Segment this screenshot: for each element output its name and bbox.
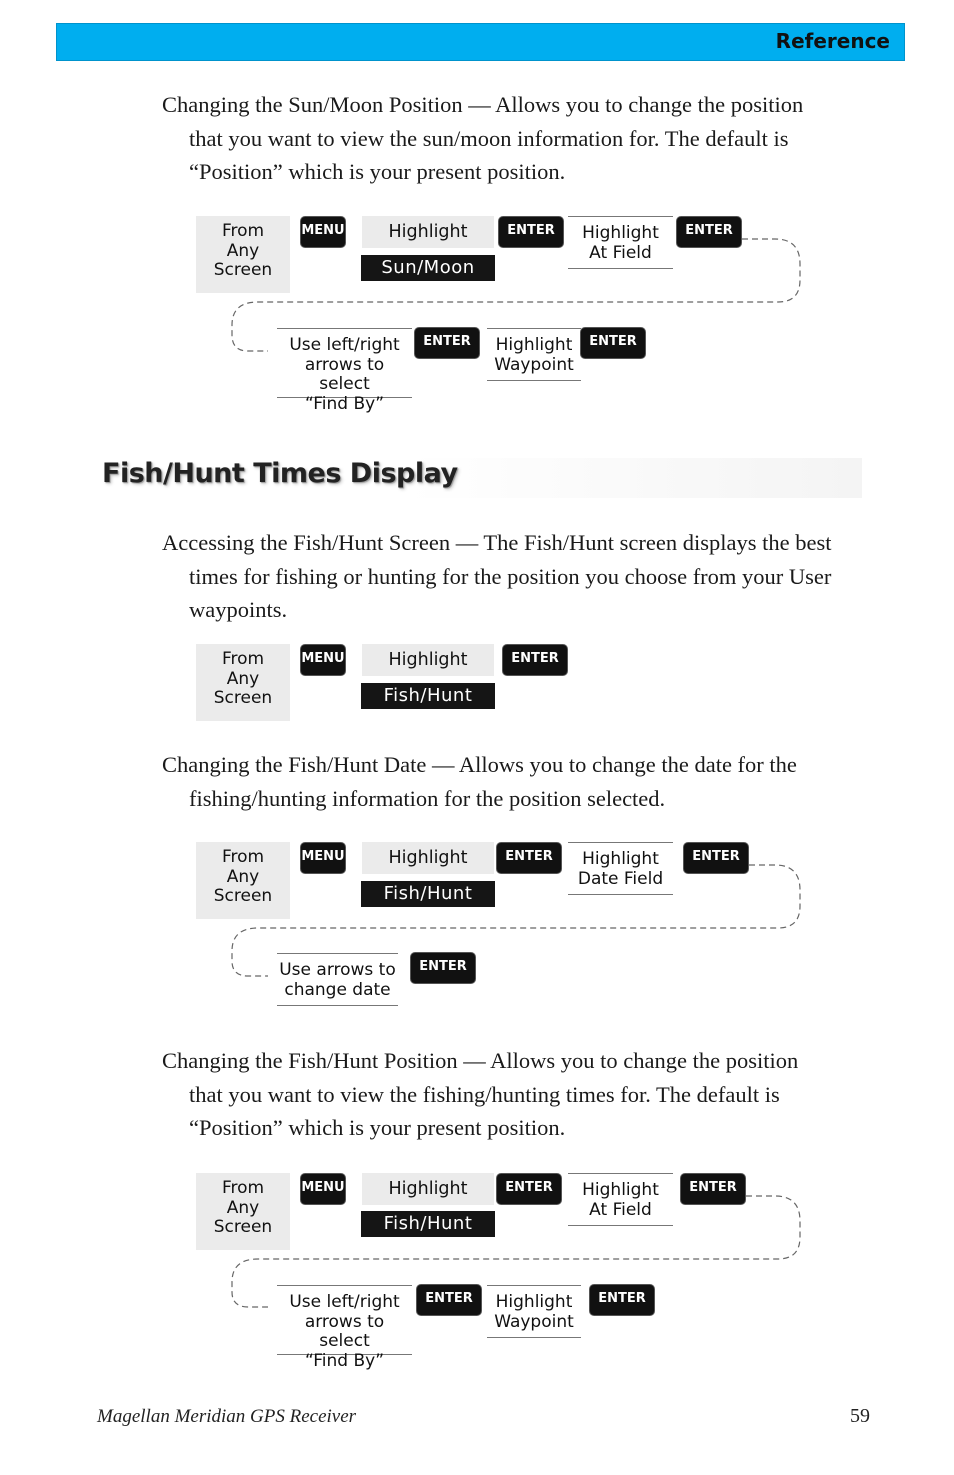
screen-text: Screen xyxy=(213,886,273,906)
enter-key: ENTER xyxy=(680,1173,746,1205)
menu-key: MENU xyxy=(300,1173,346,1205)
header-label: Reference xyxy=(775,29,890,53)
step-text: Highlight xyxy=(582,849,659,869)
paragraph-line: that you want to view the fishing/hunting times for. The default is xyxy=(189,1081,780,1107)
fish-hunt-date-heading: Changing the Fish/Hunt Date xyxy=(162,752,427,777)
step-text: arrows to select xyxy=(304,354,385,394)
step-text: Date Field xyxy=(577,868,664,889)
screen-text: Screen xyxy=(213,1217,273,1237)
paragraph-line: fishing/hunting information for the position selected. xyxy=(189,785,666,811)
menu-key: MENU xyxy=(300,216,346,248)
paragraph-line: waypoints. xyxy=(189,597,288,622)
step-text: Use left/right xyxy=(289,335,400,355)
highlight-box: Highlight xyxy=(362,216,494,248)
menu-key: MENU xyxy=(300,644,346,676)
step-text: arrows to select xyxy=(304,1311,385,1351)
step-text: “Find By” xyxy=(304,393,385,414)
enter-key: ENTER xyxy=(414,327,480,359)
from-text: From xyxy=(221,847,265,867)
sun-moon-position-heading: Changing the Sun/Moon Position xyxy=(162,92,463,117)
enter-key: ENTER xyxy=(498,216,564,248)
page-number: 59 xyxy=(850,1405,870,1427)
step-text: Waypoint xyxy=(494,354,574,375)
fish-hunt-screen-label: Fish/Hunt xyxy=(361,881,495,907)
fish-hunt-section-title: Fish/Hunt Times Display xyxy=(102,458,862,498)
enter-key: ENTER xyxy=(496,842,562,874)
enter-key: ENTER xyxy=(580,327,646,359)
from-text: From xyxy=(221,221,265,241)
from-text: From xyxy=(221,1178,265,1198)
paragraph-line: times for fishing or hunting for the position you choose from your User xyxy=(189,563,832,589)
use-left-right-step xyxy=(277,1285,412,1371)
enter-key: ENTER xyxy=(496,1173,562,1205)
step-text: Highlight xyxy=(582,223,659,243)
step-text: Use arrows to xyxy=(279,960,396,980)
fish-hunt-screen-label: Fish/Hunt xyxy=(361,1211,495,1237)
step-text: Use left/right xyxy=(289,1292,400,1312)
step-text: At Field xyxy=(589,242,652,263)
dash: — xyxy=(426,752,459,777)
dash: — xyxy=(457,1048,491,1073)
step-text: Highlight xyxy=(495,335,573,355)
fish-hunt-position-heading: Changing the Fish/Hunt Position xyxy=(162,1048,458,1073)
screen-text: Screen xyxy=(213,688,273,708)
enter-key: ENTER xyxy=(502,644,568,676)
dash: — xyxy=(462,92,496,117)
any-text: Any xyxy=(226,1197,260,1218)
paragraph-text: Allows you to change the date for the xyxy=(458,752,797,777)
menu-key: MENU xyxy=(300,842,346,874)
enter-key: ENTER xyxy=(589,1284,655,1316)
step-text: Highlight xyxy=(582,1180,659,1200)
paragraph-text: The Fish/Hunt screen displays the best xyxy=(483,530,832,555)
step-text: Waypoint xyxy=(494,1311,574,1332)
enter-key: ENTER xyxy=(676,216,742,248)
highlight-box: Highlight xyxy=(362,644,494,676)
any-text: Any xyxy=(226,668,260,689)
any-text: Any xyxy=(226,866,260,887)
highlight-waypoint-step xyxy=(487,1285,581,1338)
footer-title: Magellan Meridian GPS Receiver xyxy=(97,1406,357,1427)
enter-key: ENTER xyxy=(410,952,476,984)
step-text: At Field xyxy=(589,1199,652,1220)
highlight-box: Highlight xyxy=(362,1173,494,1205)
paragraph-text: Allows you to change the position xyxy=(490,1048,799,1073)
fish-hunt-screen-label: Fish/Hunt xyxy=(361,683,495,709)
sun-moon-screen-label: Sun/Moon xyxy=(361,255,495,281)
paragraph-text: Allows you to change the position xyxy=(495,92,804,117)
enter-key: ENTER xyxy=(683,842,749,874)
enter-key: ENTER xyxy=(416,1284,482,1316)
screen-text: Screen xyxy=(213,260,273,280)
paragraph-line: “Position” which is your present position. xyxy=(189,159,566,184)
accessing-heading: Accessing the Fish/Hunt Screen xyxy=(162,530,451,555)
paragraph-line: “Position” which is your present position. xyxy=(189,1115,566,1140)
from-text: From xyxy=(221,649,265,669)
step-text: Highlight xyxy=(495,1292,573,1312)
step-text: change date xyxy=(284,979,391,1000)
any-text: Any xyxy=(226,240,260,261)
paragraph-line: that you want to view the sun/moon information for. The default is xyxy=(189,125,789,151)
step-text: “Find By” xyxy=(304,1350,385,1371)
highlight-box: Highlight xyxy=(362,842,494,874)
dash: — xyxy=(450,530,484,555)
